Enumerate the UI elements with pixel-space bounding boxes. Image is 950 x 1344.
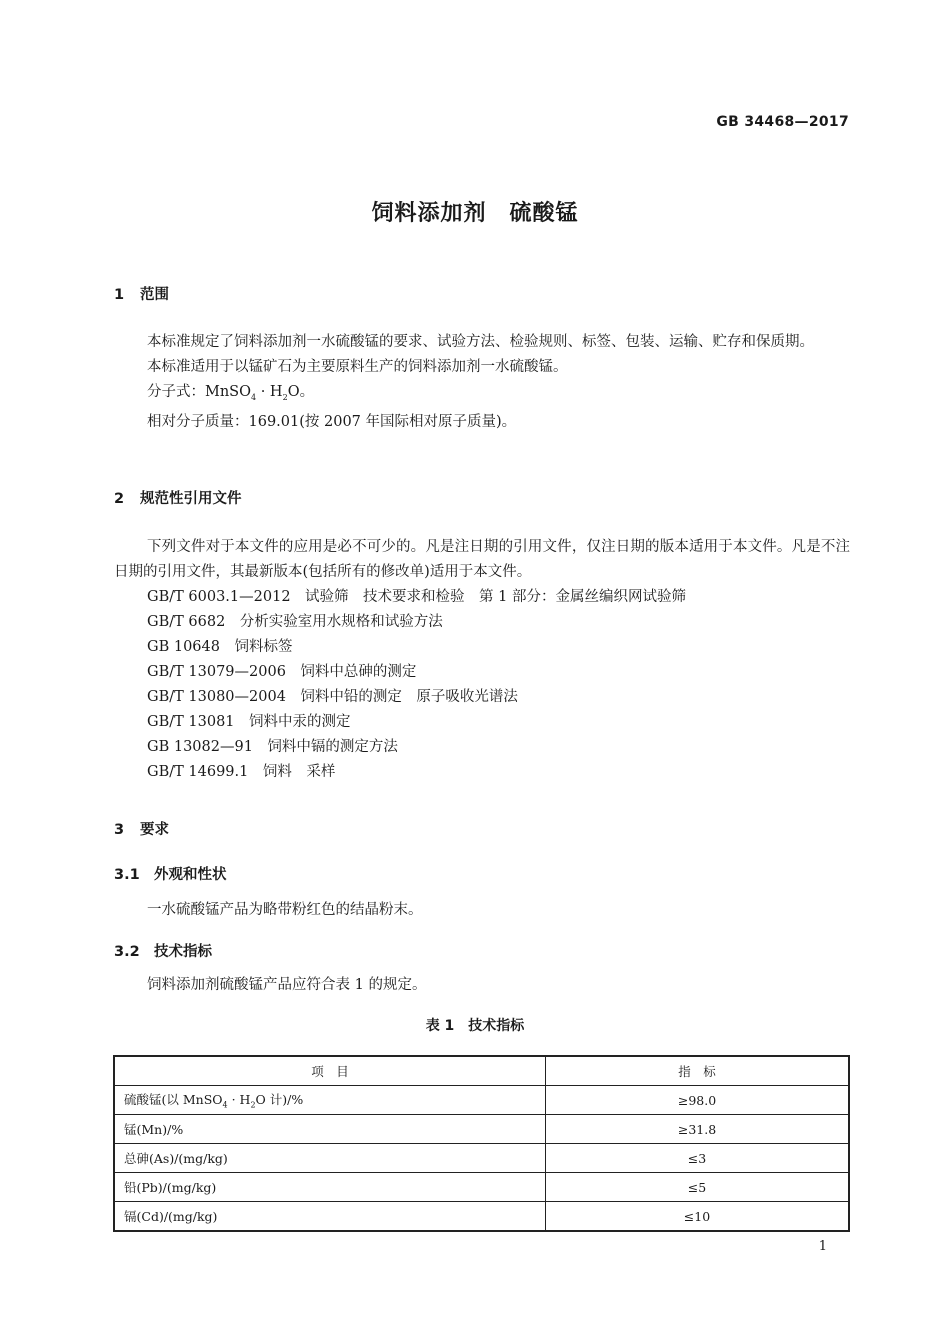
row-item-label: 硫酸锰(以 MnSO$_4$ · $H_2O$ 计)/% bbox=[114, 1086, 546, 1115]
table-row bbox=[114, 1173, 849, 1202]
paragraph: 本标准适用于以锰矿石为主要原料生产的饲料添加剂一水硫酸锰。 bbox=[147, 359, 568, 375]
section-number: 3.1 bbox=[114, 867, 140, 883]
page-number: 1 bbox=[818, 1239, 827, 1254]
spec-table bbox=[113, 1055, 850, 1232]
row-value: ≤3 bbox=[546, 1144, 850, 1173]
table-row bbox=[114, 1086, 849, 1115]
section-1-body bbox=[114, 330, 850, 435]
row-value: ≤5 bbox=[546, 1173, 850, 1202]
section-number: 3 bbox=[114, 822, 125, 838]
row-value: ≥98.0 bbox=[546, 1086, 850, 1115]
section-title: 技术指标 bbox=[154, 944, 212, 960]
section-2-heading bbox=[114, 487, 242, 508]
section-title: 范围 bbox=[140, 287, 169, 303]
reference-item: GB 13082—91 饲料中镉的测定方法 bbox=[147, 739, 398, 755]
molecular-mass-line: 相对分子质量：169.01(按 2007 年国际相对原子质量)。 bbox=[147, 413, 517, 430]
paragraph: 饲料添加剂硫酸锰产品应符合表 1 的规定。 bbox=[147, 977, 427, 993]
section-number: 1 bbox=[114, 287, 125, 303]
section-3-heading bbox=[114, 818, 169, 839]
section-3-1-body bbox=[114, 898, 850, 923]
reference-item: GB/T 13080—2004 饲料中铅的测定 原子吸收光谱法 bbox=[147, 689, 518, 705]
section-3-2-heading bbox=[114, 940, 212, 961]
section-number: 2 bbox=[114, 491, 125, 507]
row-item-label: 锰(Mn)/% bbox=[114, 1115, 546, 1144]
reference-item: GB/T 13079—2006 饲料中总砷的测定 bbox=[147, 664, 417, 680]
table-row bbox=[114, 1144, 849, 1173]
column-header-item: 项 目 bbox=[114, 1056, 546, 1086]
section-3-2-body bbox=[114, 973, 850, 998]
paragraph: 本标准规定了饲料添加剂一水硫酸锰的要求、试验方法、检验规则、标签、包装、运输、贮存和保质期。 bbox=[147, 334, 814, 350]
standard-number: GB 34468—2017 bbox=[716, 114, 849, 130]
section-title: 规范性引用文件 bbox=[140, 491, 242, 507]
reference-item: GB/T 6682 分析实验室用水规格和试验方法 bbox=[147, 614, 443, 630]
section-title: 要求 bbox=[140, 822, 169, 838]
document-title: 饲料添加剂 硫酸锰 bbox=[371, 201, 579, 226]
row-item-label: 铅(Pb)/(mg/kg) bbox=[114, 1173, 546, 1202]
section-2-body bbox=[114, 535, 850, 785]
table-header-row bbox=[114, 1056, 849, 1086]
row-value: ≥31.8 bbox=[546, 1115, 850, 1144]
reference-item: GB/T 13081 饲料中汞的测定 bbox=[147, 714, 351, 730]
paragraph: 下列文件对于本文件的应用是必不可少的。凡是注日期的引用文件，仅注日期的版本适用于本文件。凡是不注日期的引用文件，其最新版本(包括所有的修改单)适用于本文件。 bbox=[114, 539, 850, 580]
table-row bbox=[114, 1202, 849, 1232]
formula-line: 分子式：MnSO$_4$ · $H_2O$。 bbox=[147, 384, 315, 402]
row-value: ≤10 bbox=[546, 1202, 850, 1232]
table-row bbox=[114, 1115, 849, 1144]
table-caption: 表 1 技术指标 bbox=[425, 1018, 525, 1034]
row-item-label: 镉(Cd)/(mg/kg) bbox=[114, 1202, 546, 1232]
section-1-heading bbox=[114, 283, 169, 304]
row-item-label: 总砷(As)/(mg/kg) bbox=[114, 1144, 546, 1173]
section-3-1-heading bbox=[114, 863, 227, 884]
column-header-value: 指 标 bbox=[546, 1056, 850, 1086]
reference-item: GB/T 6003.1—2012 试验筛 技术要求和检验 第 1 部分：金属丝编织网试验筛 bbox=[147, 589, 686, 605]
reference-item: GB/T 14699.1 饲料 采样 bbox=[147, 764, 336, 780]
reference-item: GB 10648 饲料标签 bbox=[147, 639, 293, 655]
paragraph: 一水硫酸锰产品为略带粉红色的结晶粉末。 bbox=[147, 902, 423, 918]
section-number: 3.2 bbox=[114, 944, 140, 960]
section-title: 外观和性状 bbox=[154, 867, 227, 883]
